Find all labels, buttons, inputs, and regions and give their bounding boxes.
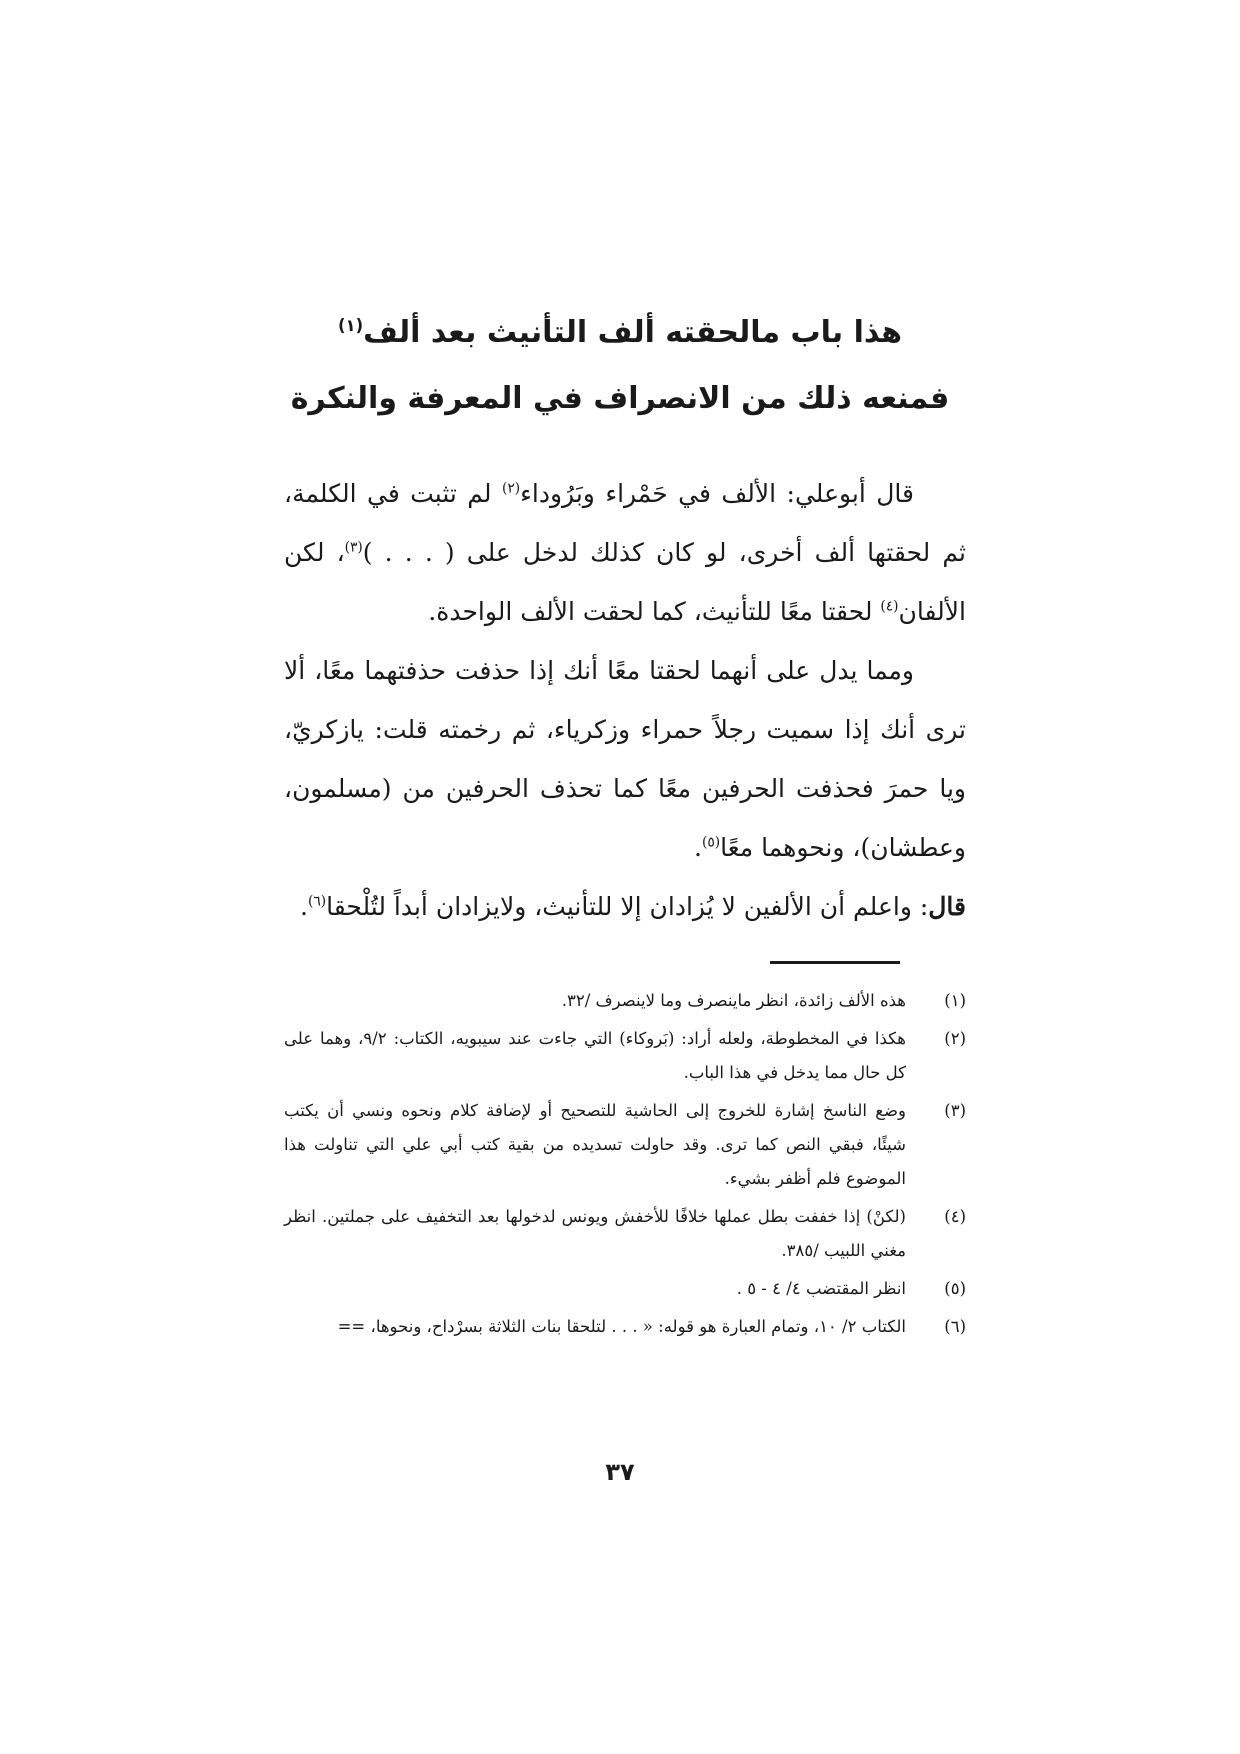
footnote-text: (لكنْ) إذا خففت بطل عملها خلافًا للأخفش ويونس لدخولها بعد التخفيف على جملتين. انظر مغني اللبيب /٣٨٥. <box>284 1207 906 1260</box>
footnote-text: انظر المقتضب ٤/ ٤ - ٥ . <box>736 1279 906 1298</box>
footnote-item <box>284 1094 966 1196</box>
lead-word: قال <box>928 892 966 921</box>
footnote-item <box>284 1272 966 1306</box>
paragraph-2: ومما يدل على أنهما لحقتا معًا أنك إذا حذفت حذفتهما معًا، ألا ترى أنك إذا سميت رجلاً حمراء وزكرياء، ثم رخمته قلت: يازكريّ، ويا حمرَ فحذفت الحرفين معًا كما تحذف الحرفين من (مسلمون، وعطشان)، ونحوهما معًا$^{(٥)}$. <box>284 656 966 862</box>
footnote-text: هذه الألف زائدة، انظر ماينصرف وما لاينصرف /٣٢. <box>561 991 906 1010</box>
footnote-number: (٣) <box>944 1101 966 1120</box>
footnote-ref-4[interactable]: (٤) <box>880 598 899 615</box>
footnote-ref-6[interactable]: (٦) <box>307 893 327 910</box>
body-text <box>284 464 966 936</box>
footnote-item <box>284 1022 966 1090</box>
footnote-ref-1[interactable]: (١) <box>337 316 364 335</box>
footnote-ref-3[interactable]: (٣) <box>344 539 363 556</box>
paragraph-1: قال أبوعلي: الألف في حَمْراء وبَرُوداء$^{(٢)}$ لم تثبت في الكلمة، ثم لحقتها ألف أخرى، لو كان كذلك لدخل على ( . . . )$^{(٣)}$، لكن الألفان$^{(٤)}$ لحقتا معًا للتأنيث، كما لحقت الألف الواحدة. <box>284 479 966 626</box>
footnote-item <box>284 1310 966 1344</box>
page-number: ٣٧ <box>605 1458 635 1486</box>
footnote-number: (٤) <box>944 1207 966 1226</box>
footnote-item <box>284 1200 966 1268</box>
footnote-ref-2[interactable]: (٢) <box>502 480 521 497</box>
heading-line-1: هذا باب مالحقته ألف التأنيث بعد ألف$^{(١)}$ <box>337 315 903 350</box>
footnote-text: الكتاب ٢/ ١٠، وتمام العبارة هو قوله: « . . . لتلحقا بنات الثلاثة بسرْداح، ونحوها، == <box>337 1317 906 1336</box>
footnotes <box>284 984 966 1348</box>
footnote-separator <box>770 961 900 964</box>
footnote-ref-5[interactable]: (٥) <box>701 834 721 851</box>
footnote-number: (٦) <box>944 1317 966 1336</box>
footnote-text: هكذا في المخطوطة، ولعله أراد: (بَروكاء) التي جاءت عند سيبويه، الكتاب: ٩/٢، وهما على كل حال مما يدخل في هذا الباب. <box>284 1029 906 1082</box>
footnote-number: (١) <box>944 991 966 1010</box>
footnote-number: (٢) <box>944 1029 966 1048</box>
footnote-item <box>284 984 966 1018</box>
footnote-text: وضع الناسخ إشارة للخروج إلى الحاشية للتصحيح أو لإضافة كلام ونحوه ونسي أن يكتب شيئًا، فبقي النص كما ترى. وقد حاولت تسديده من بقية كتب أبي علي التي تناولت هذا الموضوع فلم أظفر بشيء. <box>284 1101 906 1188</box>
chapter-heading <box>200 300 1040 432</box>
paragraph-3: قال: واعلم أن الألفين لا يُزادان إلا للتأنيث، ولايزادان أبداً لتُلْحقا$^{(٦)}$. <box>300 892 966 921</box>
footnote-number: (٥) <box>944 1279 966 1298</box>
heading-line-2: فمنعه ذلك من الانصراف في المعرفة والنكرة <box>290 381 950 416</box>
